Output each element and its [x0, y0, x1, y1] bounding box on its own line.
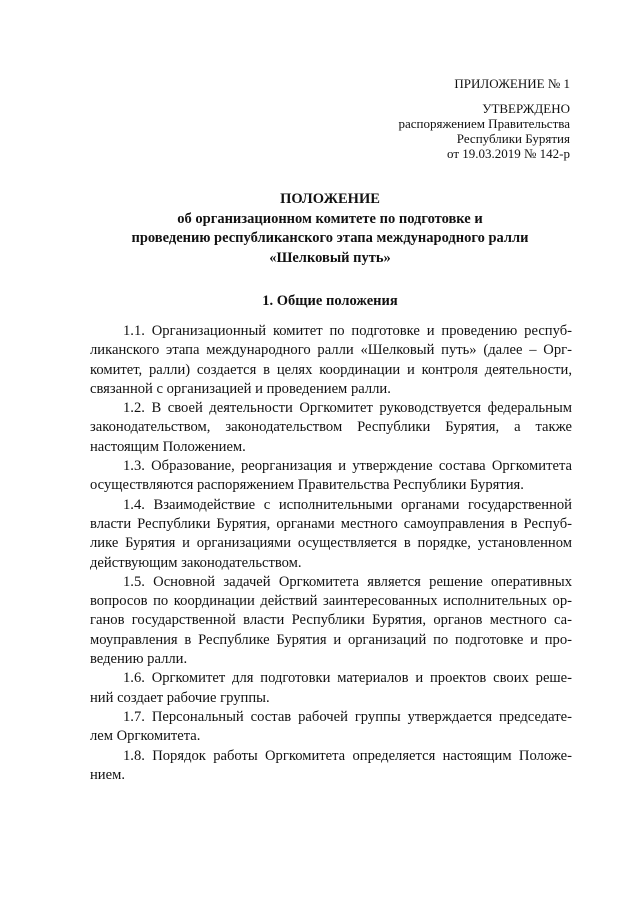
- approval-line: распоряжением Правительства: [398, 116, 570, 131]
- approval-line: Республики Бурятия: [456, 131, 570, 146]
- paragraph-1-3: [90, 457, 572, 496]
- paragraph-1-2: [90, 399, 572, 457]
- text-line: 1.8. Порядок работы Оргкомитета определяется настоящим Положе-: [123, 747, 572, 764]
- title-line: об организационном комитете по подготовке и: [177, 210, 483, 227]
- text-line: комитет, ралли) создается в целях координации и контроля деятельности,: [90, 361, 572, 378]
- text-line: ганов государственной власти Республики Бурятия, органов местного са-: [90, 612, 572, 629]
- text-line: ликанского этапа международного ралли «Шелковый путь» (далее – Орг-: [90, 342, 572, 359]
- text-line: 1.4. Взаимодействие с исполнительными органами государственной: [123, 496, 572, 513]
- section-heading: 1. Общие положения: [262, 293, 398, 309]
- text-line: законодательством, законодательством Республики Бурятия, а также: [90, 419, 572, 436]
- paragraph-1-1: [90, 322, 572, 399]
- text-line: ний создает рабочие группы.: [90, 689, 270, 706]
- approval-line: УТВЕРЖДЕНО: [482, 101, 570, 116]
- text-line: 1.1. Организационный комитет по подготовке и проведению респуб-: [123, 323, 572, 339]
- text-line: лике Бурятия и организациями осуществляется в порядке, установленном: [90, 535, 572, 552]
- text-line: настоящим Положением.: [90, 438, 246, 455]
- paragraph-1-5: [90, 573, 572, 669]
- approval-block: [360, 101, 570, 161]
- text-line: 1.2. В своей деятельности Оргкомитет руководствуется федеральным: [123, 400, 572, 417]
- title-line: проведению республиканского этапа международного ралли: [131, 230, 529, 246]
- paragraph-1-7: [90, 708, 572, 747]
- text-line: власти Республики Бурятия, органами местного самоуправления в Респуб-: [90, 515, 572, 532]
- text-line: моуправления в Республике Бурятия и организаций по подготовке и про-: [90, 631, 572, 648]
- text-line: 1.5. Основной задачей Оргкомитета является решение оперативных: [123, 573, 572, 590]
- paragraph-1-6: [90, 669, 572, 708]
- title-line: ПОЛОЖЕНИЕ: [280, 191, 380, 207]
- document-body: [90, 322, 572, 785]
- text-line: 1.7. Персональный состав рабочей группы утверждается председате-: [123, 708, 572, 725]
- paragraph-1-4: [90, 496, 572, 573]
- text-line: лем Оргкомитета.: [90, 728, 201, 745]
- text-line: осуществляются распоряжением Правительства Республики Бурятия.: [90, 477, 524, 494]
- text-line: 1.6. Оргкомитет для подготовки материалов и проектов своих реше-: [123, 670, 572, 687]
- approval-date-line: от 19.03.2019 № 142-р: [447, 146, 570, 161]
- text-line: 1.3. Образование, реорганизация и утверждение состава Оргкомитета: [123, 458, 572, 475]
- text-line: действующим законодательством.: [90, 554, 302, 571]
- annex-label: ПРИЛОЖЕНИЕ № 1: [454, 76, 570, 91]
- text-line: связанной с организацией и проведением ралли.: [90, 380, 391, 397]
- text-line: ведению ралли.: [90, 651, 188, 668]
- title-line: «Шелковый путь»: [269, 249, 391, 266]
- text-line: вопросов по координации действий заинтересованных исполнительных ор-: [90, 593, 572, 610]
- document-title: [90, 190, 570, 268]
- text-line: нием.: [90, 766, 125, 783]
- paragraph-1-8: [90, 747, 572, 786]
